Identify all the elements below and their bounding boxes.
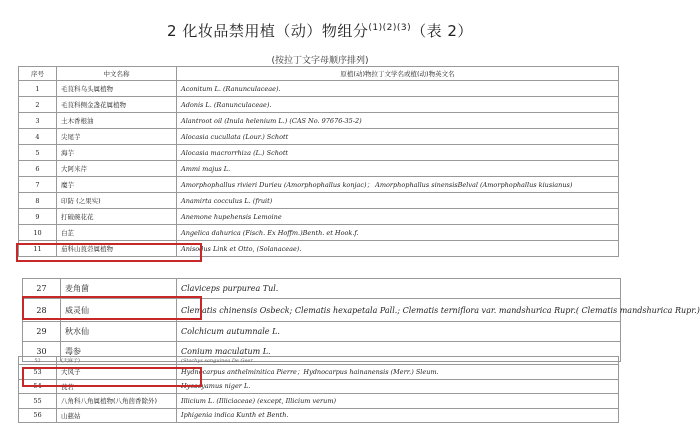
subtitle: (按拉丁文字母顺序排列) bbox=[271, 56, 369, 66]
row-number: 2 bbox=[19, 97, 57, 113]
row-latin-name: Alocasia cucullata (Lour.) Schott bbox=[177, 129, 619, 145]
row-number: 56 bbox=[19, 408, 57, 423]
table-header-row bbox=[19, 67, 619, 81]
row-chinese-name: 白芷 bbox=[57, 225, 177, 241]
row-chinese-name: 魔芋 bbox=[57, 177, 177, 193]
ingredient-table-section-1 bbox=[18, 66, 619, 257]
row-chinese-name: 印防 (之果实) bbox=[57, 193, 177, 209]
row-chinese-name: 毛茛科乌头属植物 bbox=[57, 81, 177, 97]
row-number: 29 bbox=[23, 322, 61, 342]
row-number: 7 bbox=[19, 177, 57, 193]
row-chinese-name: 莨菪 bbox=[57, 379, 177, 394]
table-row bbox=[19, 357, 619, 365]
row-number: 4 bbox=[19, 129, 57, 145]
table-row bbox=[19, 408, 619, 423]
row-latin-name: Adonis L. (Ranunculaceae). bbox=[177, 97, 619, 113]
row-chinese-name: 毒参 bbox=[61, 342, 177, 362]
row-chinese-name: 大阿米芹 bbox=[57, 161, 177, 177]
row-number: 10 bbox=[19, 225, 57, 241]
row-number: 8 bbox=[19, 193, 57, 209]
row-number: 6 bbox=[19, 161, 57, 177]
row-latin-name: Angelica dahurica (Fisch. Ex Hoffm.)Benth. et Hook.f. bbox=[177, 225, 619, 241]
row-chinese-name: 尖尾芋 bbox=[57, 129, 177, 145]
row-chinese-name: 秋水仙 bbox=[61, 322, 177, 342]
table-row bbox=[23, 322, 621, 342]
table-row bbox=[19, 97, 619, 113]
row-latin-name: Alantroot oil (Inula helenium L.) (CAS No. 97676-35-2) bbox=[177, 113, 619, 129]
row-latin-name: Colchicum autumnale L. bbox=[177, 322, 621, 342]
row-number: 11 bbox=[19, 241, 57, 257]
table-row bbox=[19, 113, 619, 129]
row-chinese-name: 大风子 bbox=[57, 365, 177, 380]
row-chinese-name: 山慈姑 bbox=[57, 408, 177, 423]
row-latin-name: Hyoscyamus niger L. bbox=[177, 379, 619, 394]
table-row bbox=[19, 161, 619, 177]
row-number: 53 bbox=[19, 365, 57, 380]
row-latin-name: (Stachys sanguinea De Geer. bbox=[177, 357, 619, 365]
row-latin-name: Anamirta cocculus L. (fruit) bbox=[177, 193, 619, 209]
header-cn: 中文名称 bbox=[57, 67, 177, 81]
row-chinese-name: 毛茛科侧金盏花属植物 bbox=[57, 97, 177, 113]
row-chinese-name: 海芋 bbox=[57, 145, 177, 161]
row-chinese-name: (天麻子) bbox=[57, 357, 177, 365]
row-latin-name: Ammi majus L. bbox=[177, 161, 619, 177]
row-chinese-name: 麦角菌 bbox=[61, 279, 177, 299]
table-row bbox=[19, 394, 619, 409]
table-row bbox=[19, 225, 619, 241]
page-title: 2 化妆品禁用植（动）物组分$^{(1)(2)(3)}$（表 2） bbox=[167, 22, 473, 40]
row-chinese-name: 打破碗花花 bbox=[57, 209, 177, 225]
row-latin-name: Iphigenia indica Kunth et Benth. bbox=[177, 408, 619, 423]
highlight-row-28 bbox=[22, 296, 202, 320]
row-latin-name: Alocasia macrorrhiza (L.) Schott bbox=[177, 145, 619, 161]
table-row bbox=[19, 81, 619, 97]
row-latin-name: Anemone hupehensis Lemoine bbox=[177, 209, 619, 225]
row-number: 28 bbox=[23, 299, 61, 322]
highlight-row-10 bbox=[16, 243, 202, 262]
table-row bbox=[19, 129, 619, 145]
row-number: 9 bbox=[19, 209, 57, 225]
row-latin-name: Hydnocarpus anthelminitica Pierre；Hydnocarpus hainanensis (Merr.) Sleum. bbox=[177, 365, 619, 380]
row-chinese-name: 茄科山莨菪属植物 bbox=[57, 241, 177, 257]
table-row bbox=[19, 177, 619, 193]
header-latin: 原植(动)物拉丁文学名或植(动)物英文名 bbox=[177, 67, 619, 81]
row-chinese-name: 八角科八角属植物(八角茴香除外) bbox=[57, 394, 177, 409]
ingredient-table-section-2 bbox=[22, 278, 700, 362]
row-chinese-name: 土木香根油 bbox=[57, 113, 177, 129]
row-number: 54 bbox=[19, 379, 57, 394]
row-latin-name: Conium maculatum L. bbox=[177, 342, 621, 362]
table-row bbox=[19, 209, 619, 225]
table-row bbox=[19, 145, 619, 161]
row-latin-name: Amorphophallus rivieri Durieu (Amorphophallus konjac)； Amorphophallus sinensisBelval (Amorphophallus kiusianus) bbox=[177, 177, 619, 193]
row-chinese-name: 威灵仙 bbox=[61, 299, 177, 322]
row-latin-name: Claviceps purpurea Tul. bbox=[177, 279, 621, 299]
row-number: 27 bbox=[23, 279, 61, 299]
table-row bbox=[19, 193, 619, 209]
row-latin-name: Aconitum L. (Ranunculaceae). bbox=[177, 81, 619, 97]
row-number: 5 bbox=[19, 145, 57, 161]
row-latin-name: Illicium L. (Illiciaceae) (except, Illicium verum) bbox=[177, 394, 619, 409]
row-latin-name: Clematis chinensis Osbeck; Clematis hexapetala Pall.; Clematis terniflora var. mandshurica Rupr.( Clematis mandshurica Rupr.) bbox=[177, 299, 621, 322]
row-latin-name: Anisodus Link et Otto, (Solanaceae). bbox=[177, 241, 619, 257]
row-number: 30 bbox=[23, 342, 61, 362]
highlight-row-53 bbox=[22, 367, 202, 387]
row-number: 1 bbox=[19, 81, 57, 97]
row-number: 52 bbox=[19, 357, 57, 365]
row-number: 55 bbox=[19, 394, 57, 409]
row-number: 3 bbox=[19, 113, 57, 129]
header-no: 序号 bbox=[19, 67, 57, 81]
